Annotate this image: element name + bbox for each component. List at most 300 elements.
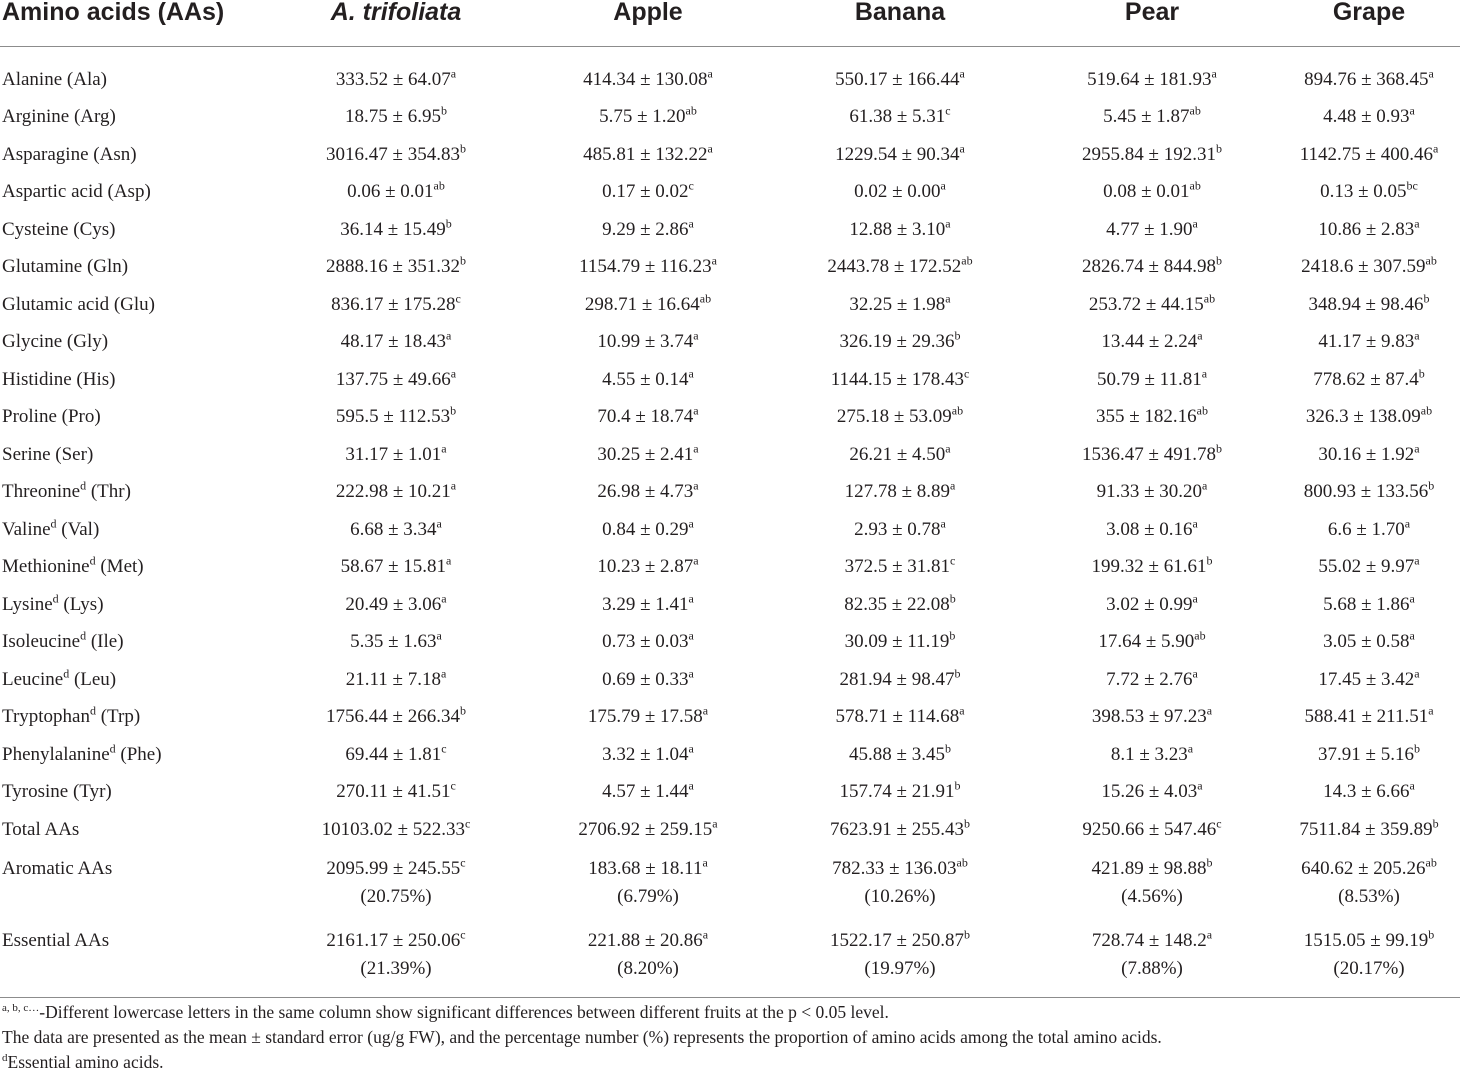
value-cell [270,921,522,998]
essential-marker: d [89,553,96,568]
significance-letter: a [1192,591,1198,606]
value-cell [270,811,522,849]
value-cell [270,136,522,174]
significance-letter: b [944,741,951,756]
value-cell [1026,586,1278,624]
significance-letter: b [440,103,447,118]
header-grape: Grape [1278,0,1460,47]
significance-letter: ab [1194,628,1206,643]
mean-se-value: 0.13 ± 0.05 [1320,181,1407,203]
value-cell [1278,661,1460,699]
percentage-value: (19.97%) [864,957,936,979]
value-cell [774,586,1026,624]
mean-se-value: 298.71 ± 16.64 [584,293,700,315]
value-cell [522,174,774,212]
significance-letter: b [963,816,970,831]
significance-letter: ab [951,403,964,418]
table-row [0,47,1460,99]
significance-letter: b [1413,741,1420,756]
mean-se-value: 1144.15 ± 178.43 [830,368,964,390]
mean-se-value: 281.94 ± 98.47 [839,668,955,690]
value-cell [522,324,774,362]
mean-se-value: 13.44 ± 2.24 [1101,331,1198,353]
amino-acid-name: Histidine (His) [2,368,116,390]
value-cell [522,921,774,998]
mean-se-value: 82.35 ± 22.08 [844,593,950,615]
mean-se-value: 6.68 ± 3.34 [350,518,437,540]
significance-letter: c [688,178,694,193]
significance-letter: a [1409,628,1415,643]
row-label [0,47,270,99]
value-cell [1026,511,1278,549]
footnote-essential [2,1050,1457,1075]
value-cell [1278,136,1460,174]
value-cell [1026,736,1278,774]
mean-se-value: 728.74 ± 148.2 [1091,929,1207,951]
amino-acid-name: Proline (Pro) [2,406,101,428]
mean-se-value: 782.33 ± 136.03 [832,857,957,879]
mean-se-value: 8.1 ± 3.23 [1110,743,1188,765]
significance-letter: ab [685,103,697,118]
value-cell [522,286,774,324]
significance-letter: b [459,141,466,156]
value-cell [774,211,1026,249]
significance-letter: a [693,328,699,343]
mean-se-value: 9250.66 ± 547.46 [1082,818,1217,840]
value-cell [1278,47,1460,99]
value-cell [1278,921,1460,998]
mean-se-value: 26.98 ± 4.73 [597,481,694,503]
significance-letter: a [1432,141,1439,156]
mean-se-value: 10.23 ± 2.87 [597,556,694,578]
essential-marker: d [63,666,70,681]
mean-se-value: 355 ± 182.16 [1095,406,1197,428]
value-cell [1026,624,1278,662]
amino-acid-name: Tyrosine (Tyr) [2,781,112,803]
percentage-value: (4.56%) [1121,885,1183,907]
significance-letter: a [688,741,694,756]
header-banana: Banana [774,0,1026,47]
significance-letter: ab [1420,403,1433,418]
value-cell [774,921,1026,998]
value-cell [270,586,522,624]
mean-se-value: 3.02 ± 0.99 [1106,593,1193,615]
value-cell [270,399,522,437]
significance-letter: a [945,291,951,306]
significance-letter: a [1211,66,1217,81]
significance-letter: c [455,291,461,306]
amino-acid-name: Serine (Ser) [2,443,94,465]
table-row [0,849,1460,921]
significance-letter: a [688,366,694,381]
table-row [0,211,1460,249]
significance-letter: a [1414,328,1420,343]
header-apple: Apple [522,0,774,47]
significance-letter: c [945,103,951,118]
table-row [0,774,1460,812]
header-amino-acids: Amino acids (AAs) [0,0,270,47]
significance-letter: b [1428,927,1435,942]
mean-se-value: 326.3 ± 138.09 [1305,406,1421,428]
significance-letter: b [450,403,457,418]
essential-marker: d [52,591,59,606]
mean-se-value: 36.14 ± 15.49 [340,218,446,240]
mean-se-value: 17.64 ± 5.90 [1098,631,1195,653]
value-cell [270,47,522,99]
mean-se-value: 0.69 ± 0.33 [602,668,689,690]
significance-letter: a [959,703,965,718]
value-cell [1278,699,1460,737]
significance-letter: a [1414,553,1420,568]
mean-se-value: 588.41 ± 211.51 [1304,706,1429,728]
value-cell [774,324,1026,362]
amino-acid-abbr: (Val) [56,518,100,540]
value-cell [522,211,774,249]
mean-se-value: 175.79 ± 17.58 [587,706,703,728]
mean-se-value: 45.88 ± 3.45 [849,743,945,765]
value-cell [522,47,774,99]
mean-se-value: 41.17 ± 9.83 [1318,331,1415,353]
value-cell [1278,736,1460,774]
significance-letter: ab [956,855,968,870]
value-cell [774,136,1026,174]
row-label [0,136,270,174]
mean-se-value: 30.09 ± 11.19 [844,631,950,653]
mean-se-value: 157.74 ± 21.91 [839,781,955,803]
table-row [0,324,1460,362]
significance-letter: b [1215,441,1222,456]
significance-letter: c [450,778,456,793]
significance-letter: c [460,855,466,870]
percentage-value: (20.75%) [360,885,432,907]
amino-acid-name: Phenylalanine [2,743,110,765]
significance-letter: a [707,141,713,156]
significance-letter: a [450,366,457,381]
mean-se-value: 70.4 ± 18.74 [597,406,694,428]
amino-acid-abbr: (Phe) [115,743,162,765]
percentage-value: (21.39%) [360,957,432,979]
value-cell [1278,586,1460,624]
footnote-sup: d [2,1052,8,1065]
row-label [0,849,270,921]
significance-letter: a [950,478,956,493]
amino-acid-name: Lysine [2,593,53,615]
row-label [0,624,270,662]
value-cell [774,699,1026,737]
significance-letter: b [1428,478,1435,493]
value-cell [774,47,1026,99]
mean-se-value: 222.98 ± 10.21 [335,481,451,503]
row-label [0,99,270,137]
value-cell [1026,174,1278,212]
mean-se-value: 10.99 ± 3.74 [597,331,694,353]
amino-acid-abbr: (Ile) [86,631,124,653]
row-label [0,174,270,212]
value-cell [1026,136,1278,174]
significance-letter: b [445,216,452,231]
value-cell [774,661,1026,699]
mean-se-value: 1522.17 ± 250.87 [830,929,964,951]
significance-letter: a [945,216,951,231]
value-cell [270,699,522,737]
value-cell [774,774,1026,812]
significance-letter: a [446,328,452,343]
significance-letter: ab [433,178,445,193]
mean-se-value: 1536.47 ± 491.78 [1082,443,1216,465]
mean-se-value: 3.29 ± 1.41 [602,593,689,615]
mean-se-value: 421.89 ± 98.88 [1091,857,1207,879]
mean-se-value: 894.76 ± 368.45 [1304,68,1429,90]
value-cell [1278,511,1460,549]
value-cell [1278,774,1460,812]
significance-letter: a [1202,478,1208,493]
row-label [0,811,270,849]
value-cell [774,474,1026,512]
row-label [0,736,270,774]
amino-acid-name: Methionine [2,556,90,578]
value-cell [270,361,522,399]
value-cell [774,399,1026,437]
amino-acid-name: Threonine [2,481,81,503]
mean-se-value: 183.68 ± 18.11 [588,857,703,879]
amino-acid-name: Arginine (Arg) [2,106,116,128]
significance-letter: b [954,328,961,343]
value-cell [1026,699,1278,737]
mean-se-value: 5.75 ± 1.20 [599,106,686,128]
significance-letter: a [1409,103,1415,118]
significance-letter: c [465,816,471,831]
table-row [0,286,1460,324]
table-row [0,921,1460,998]
row-label [0,399,270,437]
value-cell [774,736,1026,774]
significance-letter: a [446,553,452,568]
amino-acid-name: Valine [2,518,51,540]
mean-se-value: 15.26 ± 4.03 [1101,781,1198,803]
value-cell [1278,286,1460,324]
mean-se-value: 127.78 ± 8.89 [844,481,951,503]
significance-letter: ab [1189,103,1201,118]
value-cell [522,849,774,921]
significance-letter: a [1404,516,1411,531]
essential-marker: d [80,478,87,493]
mean-se-value: 4.48 ± 0.93 [1323,106,1410,128]
value-cell [1026,211,1278,249]
value-cell [1026,436,1278,474]
amino-acid-name: Essential AAs [2,929,110,951]
significance-letter: a [1192,516,1198,531]
mean-se-value: 800.93 ± 133.56 [1303,481,1429,503]
mean-se-value: 4.57 ± 1.44 [602,781,689,803]
footnote-sup: a, b, c… [2,1002,40,1015]
mean-se-value: 398.53 ± 97.23 [1091,706,1207,728]
value-cell [774,549,1026,587]
mean-se-value: 519.64 ± 181.93 [1087,68,1212,90]
significance-letter: c [460,927,466,942]
mean-se-value: 5.45 ± 1.87 [1103,106,1190,128]
amino-acid-name: Alanine (Ala) [2,68,107,90]
value-cell [1278,99,1460,137]
value-cell [774,511,1026,549]
significance-letter: ab [961,253,973,268]
amino-acid-name: Leucine [2,668,64,690]
significance-letter: bc [1406,178,1418,193]
mean-se-value: 1142.75 ± 400.46 [1299,143,1433,165]
value-cell [774,849,1026,921]
percentage-value: (10.26%) [864,885,936,907]
row-label [0,774,270,812]
mean-se-value: 7511.84 ± 359.89 [1299,818,1433,840]
significance-letter: a [693,403,699,418]
value-cell [270,624,522,662]
significance-letter: a [688,516,694,531]
significance-letter: b [1215,253,1222,268]
value-cell [522,136,774,174]
amino-acid-name: Total AAs [2,818,80,840]
mean-se-value: 10.86 ± 2.83 [1318,218,1415,240]
significance-letter: a [441,591,447,606]
percentage-value: (7.88%) [1121,957,1183,979]
mean-se-value: 414.34 ± 130.08 [583,68,708,90]
table-header [0,0,1460,47]
mean-se-value: 1756.44 ± 266.34 [326,706,460,728]
essential-marker: d [80,628,87,643]
mean-se-value: 48.17 ± 18.43 [340,331,447,353]
mean-se-value: 348.94 ± 98.46 [1308,293,1424,315]
row-label [0,661,270,699]
row-label [0,921,270,998]
value-cell [1026,286,1278,324]
value-cell [522,774,774,812]
value-cell [270,99,522,137]
mean-se-value: 1229.54 ± 90.34 [835,143,960,165]
value-cell [270,324,522,362]
mean-se-value: 31.17 ± 1.01 [345,443,442,465]
row-label [0,249,270,287]
footnote-text: The data are presented as the mean ± standard error (ug/g FW), and the percentage number (%) represents the proportion of amino acids among the total amino acids. [2,1027,1162,1047]
significance-letter: a [945,441,951,456]
mean-se-value: 2.93 ± 0.78 [854,518,941,540]
table-row [0,361,1460,399]
mean-se-value: 7623.91 ± 255.43 [830,818,964,840]
significance-letter: b [1206,553,1213,568]
mean-se-value: 199.32 ± 61.61 [1091,556,1207,578]
mean-se-value: 3016.47 ± 354.83 [326,143,460,165]
value-cell [1026,849,1278,921]
value-cell [774,286,1026,324]
value-cell [270,474,522,512]
significance-letter: ab [1196,403,1208,418]
footnote-text: -Different lowercase letters in the same column show significant differences between different fruits at the p < 0.05 level. [39,1002,889,1022]
significance-letter: a [702,855,708,870]
mean-se-value: 2418.6 ± 307.59 [1301,256,1426,278]
value-cell [1026,361,1278,399]
significance-letter: a [1192,216,1198,231]
significance-letter: a [940,516,946,531]
value-cell [270,436,522,474]
mean-se-value: 137.75 ± 49.66 [335,368,451,390]
table-row [0,249,1460,287]
mean-se-value: 30.25 ± 2.41 [597,443,694,465]
value-cell [522,399,774,437]
significance-letter: a [693,441,699,456]
significance-letter: a [450,478,457,493]
amino-acid-name: Glycine (Gly) [2,331,109,353]
significance-letter: b [459,253,466,268]
value-cell [1026,47,1278,99]
value-cell [1278,474,1460,512]
amino-acid-abbr: (Met) [95,556,144,578]
mean-se-value: 50.79 ± 11.81 [1096,368,1202,390]
value-cell [1278,174,1460,212]
value-cell [522,661,774,699]
significance-letter: a [1414,666,1420,681]
value-cell [1278,549,1460,587]
table-row [0,699,1460,737]
significance-letter: a [711,253,717,268]
mean-se-value: 32.25 ± 1.98 [849,293,946,315]
significance-letter: a [940,178,946,193]
mean-se-value: 69.44 ± 1.81 [345,743,442,765]
percentage-value: (8.53%) [1338,885,1400,907]
mean-se-value: 2826.74 ± 844.98 [1082,256,1216,278]
value-cell [270,286,522,324]
amino-acid-name: Isoleucine [2,631,81,653]
mean-se-value: 6.6 ± 1.70 [1327,518,1405,540]
row-label [0,286,270,324]
mean-se-value: 2706.92 ± 259.15 [578,818,713,840]
mean-se-value: 778.62 ± 87.4 [1313,368,1419,390]
value-cell [1026,549,1278,587]
significance-letter: b [1418,366,1425,381]
amino-acid-abbr: (Lys) [58,593,104,615]
value-cell [270,174,522,212]
value-cell [774,811,1026,849]
mean-se-value: 253.72 ± 44.15 [1088,293,1204,315]
significance-letter: a [959,141,965,156]
mean-se-value: 0.17 ± 0.02 [602,181,689,203]
significance-letter: a [693,553,699,568]
amino-acid-name: Asparagine (Asn) [2,143,137,165]
value-cell [270,511,522,549]
mean-se-value: 595.5 ± 112.53 [335,406,451,428]
value-cell [522,99,774,137]
significance-letter: ab [1425,855,1437,870]
amino-acid-name: Glutamine (Gln) [2,256,129,278]
footnote-significance [2,1000,1457,1025]
significance-letter: a [688,591,694,606]
value-cell [1026,774,1278,812]
row-label [0,361,270,399]
row-label [0,211,270,249]
mean-se-value: 0.06 ± 0.01 [347,181,434,203]
value-cell [1026,921,1278,998]
header-row [0,0,1460,47]
header-pear: Pear [1026,0,1278,47]
significance-letter: b [459,703,466,718]
mean-se-value: 275.18 ± 53.09 [836,406,952,428]
mean-se-value: 2888.16 ± 351.32 [326,256,460,278]
table-row [0,136,1460,174]
significance-letter: b [954,778,961,793]
mean-se-value: 485.81 ± 132.22 [583,143,708,165]
significance-letter: a [688,216,694,231]
mean-se-value: 58.67 ± 15.81 [340,556,447,578]
significance-letter: a [712,816,718,831]
mean-se-value: 21.11 ± 7.18 [345,668,441,690]
row-label [0,699,270,737]
mean-se-value: 836.17 ± 175.28 [331,293,456,315]
